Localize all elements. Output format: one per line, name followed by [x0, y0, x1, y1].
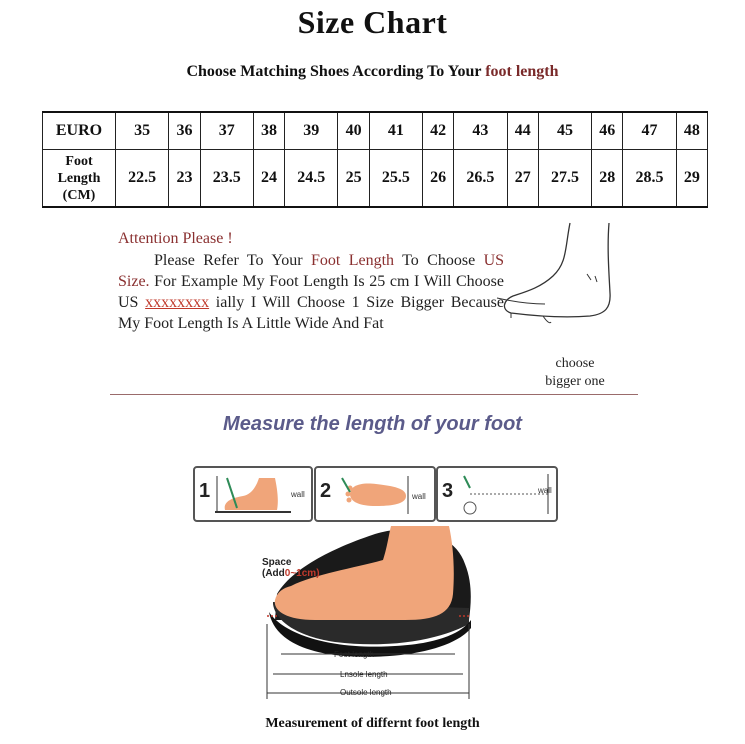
euro-row	[43, 112, 708, 150]
step-panel-1	[193, 466, 313, 522]
para-text: ially I Will Choose 1 Size Bigger Because My Foot Length Is A Little Wide And Fat	[118, 294, 505, 332]
foot-on-paper-icon	[213, 474, 293, 516]
euro-size-cell: 45	[538, 112, 591, 150]
wall-label: wall	[538, 486, 552, 495]
header-line: (CM)	[62, 187, 96, 203]
foot-length-header	[43, 150, 116, 208]
para-text: For Example My Foot Length Is 25 cm I Will Choose US	[118, 273, 504, 311]
subtitle	[0, 63, 745, 81]
cm-length-cell: 23.5	[200, 150, 253, 208]
euro-header: EURO	[43, 112, 116, 150]
choose-bigger-note	[540, 355, 610, 391]
header-line: Length	[57, 170, 101, 186]
divider	[110, 394, 638, 395]
cm-length-cell: 25	[338, 150, 369, 208]
step-panel-3	[436, 466, 558, 522]
euro-size-cell: 44	[507, 112, 538, 150]
outsole-length-label: Outsole length	[340, 688, 392, 697]
euro-size-cell: 41	[369, 112, 422, 150]
cm-length-cell: 23	[169, 150, 200, 208]
note-line: choose	[555, 356, 595, 371]
wall-label: wall	[412, 492, 426, 501]
cm-length-cell: 29	[676, 150, 707, 208]
euro-size-cell: 38	[253, 112, 284, 150]
cm-length-cell: 22.5	[116, 150, 169, 208]
space-title: Space	[262, 557, 292, 568]
cm-length-cell: 25.5	[369, 150, 422, 208]
step-number: 3	[442, 480, 454, 502]
us-size-text: US Size.	[118, 252, 505, 290]
space-range: 0~1cm)	[284, 568, 320, 579]
euro-size-cell: 48	[676, 112, 707, 150]
subtitle-prefix: Choose Matching Shoes According To Your	[186, 63, 482, 80]
instruction-paragraph	[118, 250, 504, 334]
foot-length-row	[43, 150, 708, 208]
cm-length-cell: 26.5	[454, 150, 507, 208]
diagram-caption: Measurement of differnt foot length	[265, 716, 480, 731]
euro-size-cell: 46	[592, 112, 623, 150]
euro-size-cell: 43	[454, 112, 507, 150]
euro-size-cell: 37	[200, 112, 253, 150]
wall-label: wall	[291, 490, 305, 499]
euro-size-cell: 35	[116, 112, 169, 150]
insole-length-label: Lnsole length	[340, 670, 388, 679]
euro-size-cell: 36	[169, 112, 200, 150]
step-number: 2	[320, 480, 332, 502]
euro-size-cell: 40	[338, 112, 369, 150]
foot-sketch-icon	[495, 218, 625, 333]
redacted-size: xxxxxxxx	[145, 294, 210, 311]
cm-length-cell: 26	[423, 150, 454, 208]
foot-top-view-icon	[336, 474, 412, 516]
cm-length-cell: 24	[253, 150, 284, 208]
cm-length-cell: 27.5	[538, 150, 591, 208]
note-line: bigger one	[545, 374, 605, 389]
space-add: (Add	[262, 568, 285, 579]
euro-size-cell: 39	[285, 112, 338, 150]
para-text: To Choose	[402, 252, 476, 269]
subtitle-highlight: foot length	[485, 63, 559, 80]
cm-length-cell: 28	[592, 150, 623, 208]
attention-heading: Attention Please !	[118, 230, 233, 247]
page-title: Size Chart	[297, 4, 448, 40]
size-table	[42, 111, 708, 208]
measure-heading: Measure the length of your foot	[223, 413, 522, 435]
foot-length-link: Foot Length	[311, 252, 395, 269]
cm-length-cell: 24.5	[285, 150, 338, 208]
para-text: Please Refer To Your	[154, 252, 303, 269]
step-number: 1	[199, 480, 211, 502]
euro-size-cell: 42	[423, 112, 454, 150]
cm-length-cell: 27	[507, 150, 538, 208]
header-line: Foot	[65, 153, 93, 169]
cm-length-cell: 28.5	[623, 150, 676, 208]
step-panel-2	[314, 466, 436, 522]
space-label	[262, 557, 320, 579]
euro-size-cell: 47	[623, 112, 676, 150]
foot-length-label: Foot length	[334, 650, 375, 659]
